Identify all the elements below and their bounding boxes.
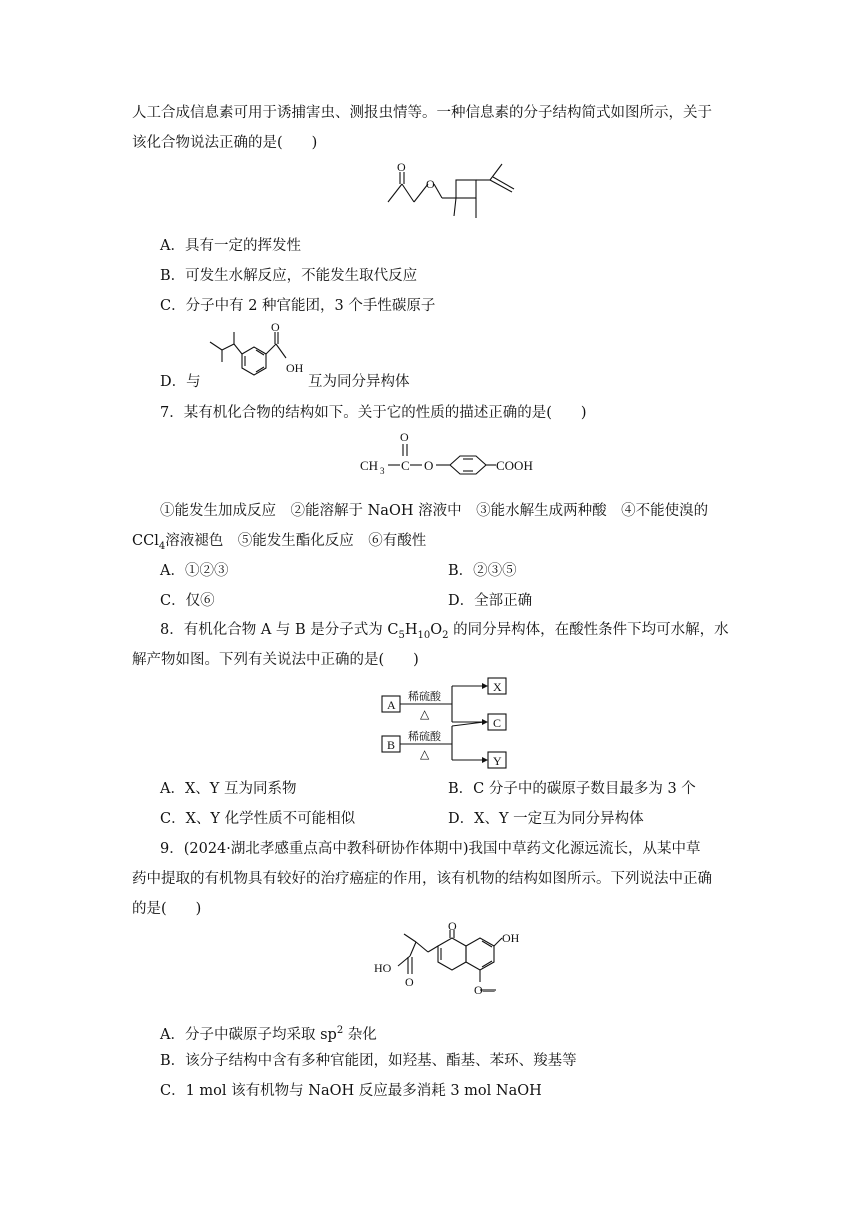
- q8-stem-a: 8．有机化合物 A 与 B 是分子式为 C: [160, 622, 399, 638]
- q8-option-d: D．X、Y 一定互为同分异构体: [448, 811, 644, 827]
- q8-option-a: A．X、Y 互为同系物: [160, 781, 297, 797]
- q9-option-a-text: A．分子中碳原子均采取 sp: [160, 1026, 337, 1043]
- q9-option-b: B．该分子结构中含有多种官能团，如羟基、酯基、苯环、羧基等: [160, 1053, 577, 1069]
- q6-d-structure: [200, 320, 310, 382]
- q8-option-b: B．C 分子中的碳原子数目最多为 3 个: [448, 781, 696, 797]
- q7-option-b: B．②③⑤: [448, 563, 517, 579]
- q6-d-oh: OH: [286, 361, 304, 375]
- q9-option-a: [160, 1021, 377, 1045]
- q8-box-x: X: [493, 680, 502, 694]
- q6-option-a: A．具有一定的挥发性: [160, 238, 301, 254]
- q9-structure: [372, 919, 532, 1016]
- q7-o: O: [424, 458, 434, 473]
- q8-stem-line2: 解产物如图。下列有关说法中正确的是( ): [132, 652, 419, 668]
- q7-stem: 7．某有机化合物的结构如下。关于它的性质的描述正确的是( ): [160, 405, 587, 421]
- q9-oh: OH: [502, 931, 520, 945]
- q6-stem-line2: 该化合物说法正确的是( ): [132, 135, 318, 151]
- q7-cooh: COOH: [496, 458, 533, 473]
- q6-d-o: O: [271, 320, 280, 334]
- q8-stem-b: H: [404, 622, 418, 638]
- q8-sub3: 2: [442, 629, 449, 641]
- q9-option-a-rest: 杂化: [343, 1026, 377, 1043]
- q7-option-c: C．仅⑥: [160, 593, 215, 609]
- q7-structure: [360, 428, 550, 478]
- q7-option-d: D．全部正确: [448, 593, 533, 609]
- q8-option-c: C．X、Y 化学性质不可能相似: [160, 811, 356, 827]
- q6-o2-label: O: [426, 177, 435, 191]
- q8-sub2: 10: [417, 629, 431, 641]
- q7-option-a: A．①②③: [160, 563, 229, 579]
- q6-o-label: O: [397, 160, 406, 174]
- q7-ch3-sub: 3: [380, 466, 385, 476]
- q6-option-d-prefix: D．与: [160, 374, 201, 390]
- q8-heat-1: △: [420, 707, 430, 721]
- q6-structure: [380, 160, 520, 230]
- q9-o-top: O: [448, 919, 457, 933]
- q8-reagent-2: 稀硫酸: [408, 731, 441, 743]
- q8-box-a: A: [387, 698, 396, 712]
- q7-ccl-sub: 4: [158, 540, 166, 552]
- q7-props-line1: ①能发生加成反应 ②能溶解于 NaOH 溶液中 ③能水解生成两种酸 ④不能使溴的: [160, 503, 709, 519]
- q9-stem-line2: 药中提取的有机物具有较好的治疗癌症的作用，该有机物的结构如图所示。下列说法中正确: [132, 871, 712, 887]
- q8-box-c: C: [493, 716, 502, 730]
- q9-stem-line1: 9．(2024·湖北孝感重点高中教科研协作体期中)我国中草药文化源远流长，从某中草: [160, 841, 701, 857]
- q8-diagram: [380, 676, 510, 770]
- q6-option-b: B．可发生水解反应，不能发生取代反应: [160, 268, 418, 284]
- q8-sub1: 5: [398, 629, 405, 641]
- q9-option-c: C．1 mol 该有机物与 NaOH 反应最多消耗 3 mol NaOH: [160, 1083, 542, 1099]
- q7-props-rest: 溶液褪色 ⑤能发生酯化反应 ⑥有酸性: [165, 533, 427, 549]
- q9-ho: HO: [374, 961, 392, 975]
- q7-props-line2: [132, 531, 426, 557]
- q6-option-c: C．分子中有 2 种官能团，3 个手性碳原子: [160, 298, 436, 314]
- q7-ccl: CCl: [132, 533, 159, 549]
- q8-box-b: B: [387, 738, 396, 752]
- q7-o-top: O: [400, 430, 409, 444]
- q8-stem-line1: [160, 620, 729, 646]
- q9-option-a-sup: 2: [336, 1025, 344, 1036]
- q8-stem-c: O: [430, 622, 443, 638]
- q6-stem-line1: 人工合成信息素可用于诱捕害虫、测报虫情等。一种信息素的分子结构简式如图所示，关于: [132, 105, 712, 121]
- q8-stem-d: 的同分异构体，在酸性条件下均可水解，水: [448, 622, 729, 638]
- q9-ome: O—: [474, 983, 495, 997]
- q9-stem-line3: 的是( ): [132, 901, 202, 917]
- q8-box-y: Y: [493, 754, 502, 768]
- q7-c: C: [401, 458, 410, 473]
- q9-o-acid: O: [405, 975, 414, 989]
- q7-ch3: CH: [360, 458, 379, 473]
- q8-reagent-1: 稀硫酸: [408, 691, 441, 703]
- q8-heat-2: △: [420, 747, 430, 761]
- q6-option-d-suffix: 互为同分异构体: [308, 374, 410, 390]
